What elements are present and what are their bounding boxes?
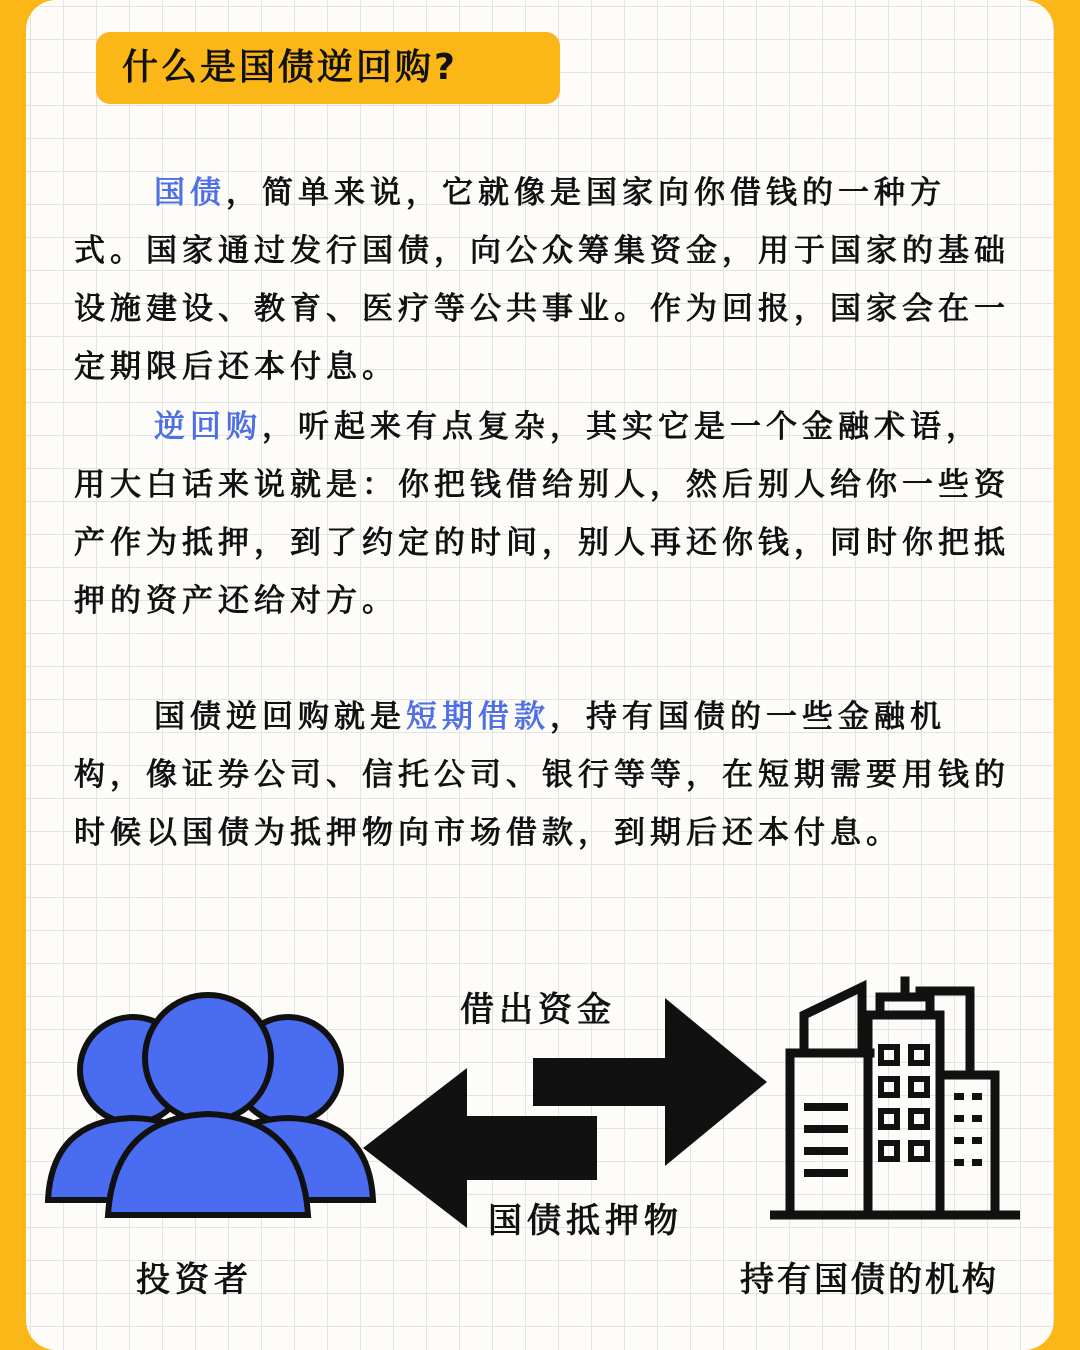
people-group-icon — [38, 990, 378, 1230]
highlight-short-term-loan: 短期借款 — [406, 699, 550, 735]
highlight-nihuigou: 逆回购 — [154, 409, 262, 445]
paragraph-definition — [74, 688, 1010, 862]
building-icon — [770, 975, 1020, 1225]
paragraph-text: ，简单来说，它就像是国家向你借钱的一种方式。国家通过发行国债，向公众筹集资金，用于国家的基础设施建设、教育、医疗等公共事业。作为回报，国家会在一定期限后还本付息。 — [74, 175, 1010, 385]
investor-label: 投资者 — [136, 1260, 253, 1300]
paragraph-text: 国债逆回购就是 — [154, 699, 406, 735]
collateral-label: 国债抵押物 — [488, 1201, 683, 1241]
paragraph-nihuigou — [74, 398, 1010, 630]
institution-label: 持有国债的机构 — [740, 1260, 999, 1300]
paragraph-text: ，听起来有点复杂，其实它是一个金融术语，用大白话来说就是：你把钱借给别人，然后别人给你一些资产作为抵押，到了约定的时间，别人再还你钱，同时你把抵押的资产还给对方。 — [74, 409, 1010, 619]
paragraph-guozhai — [74, 164, 1010, 396]
page-title: 什么是国债逆回购? — [96, 32, 560, 104]
lend-funds-label: 借出资金 — [460, 990, 616, 1030]
paragraph-text: ，持有国债的一些金融机构，像证券公司、信托公司、银行等等，在短期需要用钱的时候以国债为抵押物向市场借款，到期后还本付息。 — [74, 699, 1010, 851]
highlight-guozhai: 国债 — [154, 175, 226, 211]
